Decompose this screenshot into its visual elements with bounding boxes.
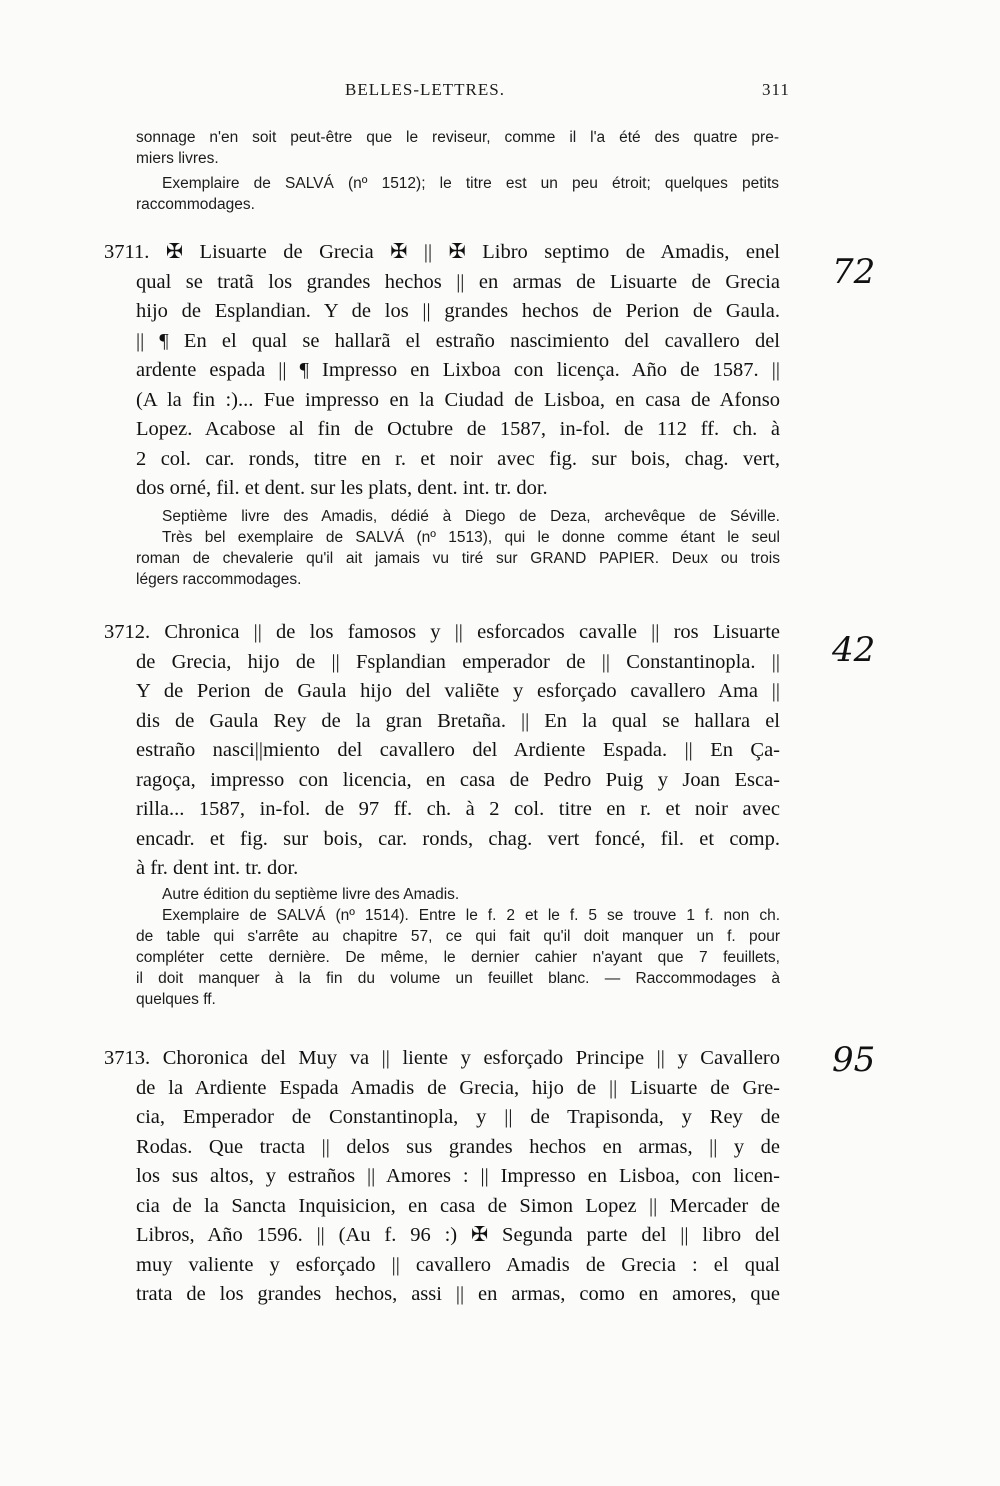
- entry-line: dos orné, fil. et dent. sur les plats, dent. int. tr. dor.: [136, 477, 548, 499]
- entry-line: cia de la Sancta Inquisicion, en casa de Simon Lopez || Mercader de: [136, 1194, 780, 1217]
- entry-line: cia, Emperador de Constantinopla, y || de Trapisonda, y Rey de: [136, 1106, 780, 1128]
- entry-line: trata de los grandes hechos, assi || en armas, como en amores, que: [136, 1283, 780, 1305]
- entry-line: rilla... 1587, in-fol. de 97 ff. ch. à 2 col. titre en r. et noir avec: [136, 798, 780, 820]
- note-line: Autre édition du septième livre des Amadis.: [162, 886, 460, 903]
- entry-line: || ¶ En el qual se hallarã el estraño nascimiento del cavallero del: [136, 329, 780, 352]
- entry-3713: [104, 1044, 780, 1310]
- entry-line: à fr. dent int. tr. dor.: [136, 857, 299, 879]
- entry-line: 3711. ✠ Lisuarte de Grecia ✠ || ✠ Libro septimo de Amadis, enel: [104, 241, 780, 263]
- note-line: miers livres.: [136, 150, 219, 167]
- entry-line: qual se tratã los grandes hechos || en armas de Lisuarte de Grecia: [136, 270, 780, 293]
- note-line: de table qui s'arrête au chapitre 57, ce qui fait qu'il doit manquer un f. pour: [136, 928, 780, 945]
- entry-3711-note: [136, 506, 780, 590]
- entry-line: hijo de Esplandian. Y de los || grandes hechos de Perion de Gaula.: [136, 300, 780, 322]
- note-line: Septième livre des Amadis, dédié à Diego de Deza, archevêque de Séville.: [162, 508, 780, 525]
- margin-price-3712: 42: [832, 630, 876, 670]
- entry-line: Lopez. Acabose al fin de Octubre de 1587, in-fol. de 112 ff. ch. à: [136, 418, 780, 440]
- note-line: Exemplaire de SALVÁ (nº 1512); le titre est un peu étroit; quelques petits: [162, 175, 779, 192]
- note-line: compléter cette dernière. De même, le dernier cahier n'ayant que 7 feuillets,: [136, 949, 780, 966]
- entry-3712-note: [136, 884, 780, 1010]
- note-line: Très bel exemplaire de SALVÁ (nº 1513), qui le donne comme étant le seul: [162, 529, 780, 546]
- entry-3712: [104, 618, 780, 884]
- entry-line: muy valiente y esforçado || cavallero Amadis de Grecia : el qual: [136, 1253, 780, 1276]
- note-line: sonnage n'en soit peut-être que le reviseur, comme il l'a été des quatre pre-: [136, 129, 779, 146]
- margin-price-3711: 72: [832, 252, 876, 292]
- note-line: quelques ff.: [136, 991, 216, 1008]
- entry-line: estraño nasci||miento del cavallero del Ardiente Espada. || En Ça-: [136, 739, 780, 761]
- entry-line: ragoça, impresso con licencia, en casa de Pedro Puig y Joan Esca-: [136, 768, 780, 791]
- note-line: raccommodages.: [136, 196, 255, 213]
- entry-line: dis de Gaula Rey de la gran Bretaña. || En la qual se hallara el: [136, 709, 780, 732]
- entry-line: 3712. Chronica || de los famosos y || esforcados cavalle || ros Lisuarte: [104, 621, 780, 643]
- note-line: roman de chevalerie qu'il ait jamais vu tiré sur GRAND PAPIER. Deux ou trois: [136, 550, 780, 567]
- entry-line: de Grecia, hijo de || Fsplandian emperador de || Constantinopla. ||: [136, 650, 780, 673]
- entry-line: Y de Perion de Gaula hijo del valiẽte y esforçado cavallero Ama ||: [136, 680, 780, 702]
- note-line: Exemplaire de SALVÁ (nº 1514). Entre le f. 2 et le f. 5 se trouve 1 f. non ch.: [162, 907, 780, 924]
- intro-note: [136, 127, 779, 215]
- entry-line: 2 col. car. ronds, titre en r. et noir avec fig. sur bois, chag. vert,: [136, 447, 780, 470]
- entry-line: de la Ardiente Espada Amadis de Grecia, hijo de || Lisuarte de Gre-: [136, 1076, 780, 1099]
- header-title: BELLES-LETTRES.: [345, 80, 505, 99]
- entry-line: encadr. et fig. sur bois, car. ronds, chag. vert foncé, fil. et comp.: [136, 827, 780, 850]
- entry-line: los sus altos, y estraños || Amores : || Impresso en Lisboa, con licen-: [136, 1165, 780, 1187]
- entry-line: Rodas. Que tracta || delos sus grandes hechos en armas, || y de: [136, 1135, 780, 1158]
- entry-line: 3713. Choronica del Muy va || liente y esforçado Principe || y Cavallero: [104, 1047, 780, 1069]
- entry-line: (A la fin :)... Fue impresso en la Ciudad de Lisboa, en casa de Afonso: [136, 388, 780, 411]
- note-line: légers raccommodages.: [136, 571, 302, 588]
- note-line: il doit manquer à la fin du volume un feuillet blanc. — Raccommodages à: [136, 970, 780, 987]
- page-number: 311: [762, 80, 790, 99]
- entry-line: ardente espada || ¶ Impresso en Lixboa con licença. Año de 1587. ||: [136, 359, 780, 381]
- entry-line: Libros, Año 1596. || (Au f. 96 :) ✠ Segunda parte del || libro del: [136, 1224, 780, 1246]
- margin-price-3713: 95: [832, 1040, 876, 1080]
- entry-3711: [104, 238, 780, 504]
